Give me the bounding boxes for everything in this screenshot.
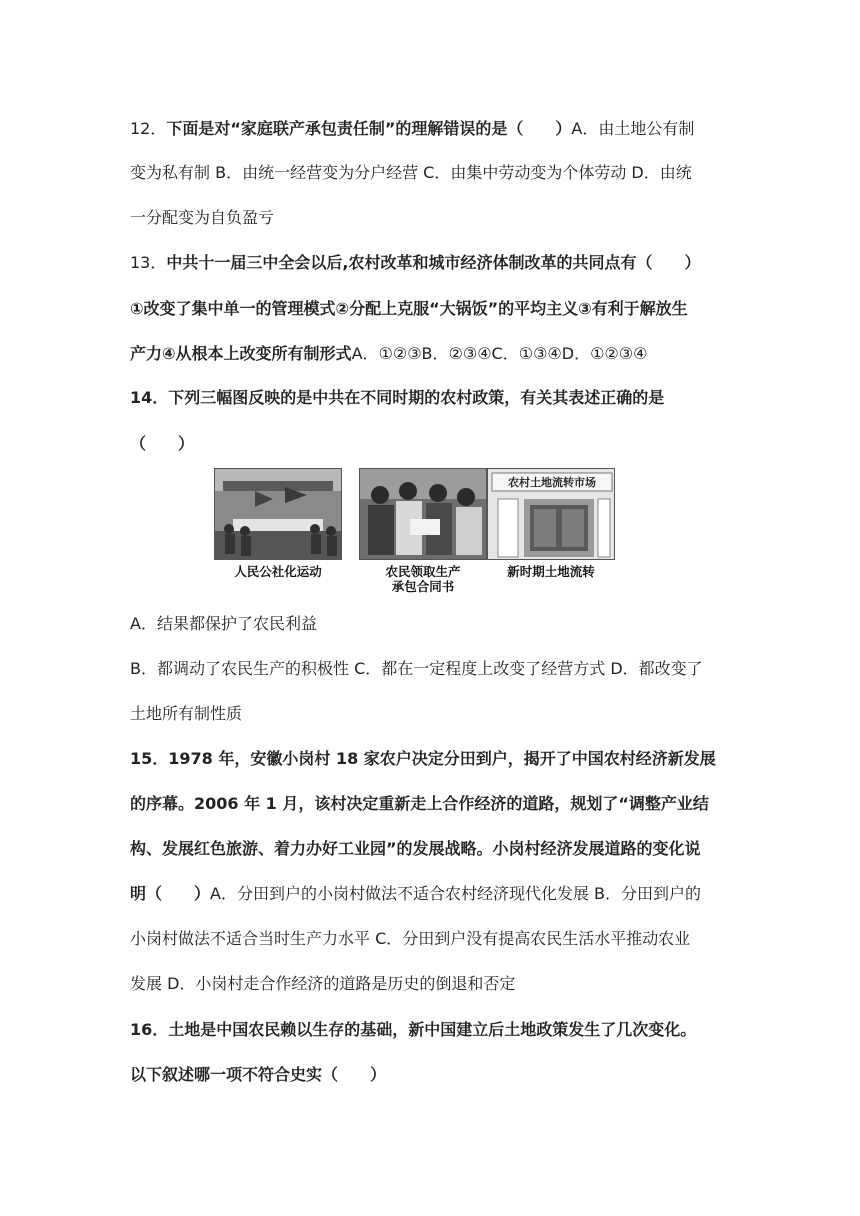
contract-caption: 农民领取生产 承包合同书 — [385, 564, 461, 594]
q15-line-3: 构、发展红色旅游、着力办好工业园”的发展战略。小岗村经济发展道路的变化说 — [130, 839, 701, 858]
land-transfer-sign-text: 农村土地流转市场 — [508, 476, 596, 489]
figure-land-transfer — [487, 468, 615, 579]
q15-line-1: 15．1978 年，安徽小岗村 18 家农户决定分田到户，揭开了中国农村经济新发展 — [130, 749, 716, 768]
commune-caption: 人民公社化运动 — [234, 564, 322, 579]
land-transfer-photo-art — [488, 469, 615, 560]
q15-line-2: 的序幕。2006 年 1 月，该村决定重新走上合作经济的道路，规划了“调整产业结 — [130, 794, 709, 813]
contract-photo — [359, 468, 487, 560]
commune-photo — [214, 468, 342, 560]
land-transfer-caption: 新时期土地流转 — [507, 564, 595, 579]
q15-stem-end: 明（ ） — [130, 884, 211, 903]
q13-number: 13． — [130, 253, 167, 272]
q12-line-2: 变为私有制 B．由统一经营变为分户经营 C．由集中劳动变为个体劳动 D．由统 — [130, 163, 692, 182]
land-transfer-photo — [487, 468, 615, 560]
q14-line-2: （ ） — [130, 434, 195, 453]
q13-line-2: ①改变了集中单一的管理模式②分配上克服“大锅饭”的平均主义③有利于解放生 — [130, 299, 688, 318]
q12-stem: 下面是对“家庭联产承包责任制”的理解错误的是（ ） — [166, 119, 572, 138]
q13-options: A．①②③B．②③④C．①③④D．①②③④ — [351, 344, 648, 363]
q13-line-1 — [130, 251, 730, 275]
q14-option-a: A．结果都保护了农民利益 — [130, 614, 317, 633]
q12-option-a: A．由土地公有制 — [571, 119, 695, 138]
q15-line-5: 小岗村做法不适合当时生产力水平 C．分田到户没有提高农民生活水平推动农业 — [130, 929, 691, 948]
q14-figure-row — [214, 468, 614, 598]
commune-photo-art — [215, 469, 342, 560]
q14-line-options-end: 土地所有制性质 — [130, 704, 243, 723]
q12-line-3: 一分配变为自负盈亏 — [130, 208, 275, 227]
q14-line-1: 14．下列三幅图反映的是中共在不同时期的农村政策，有关其表述正确的是 — [130, 388, 665, 407]
q15-options: A．分田到户的小岗村做法不适合农村经济现代化发展 B．分田到户的 — [210, 884, 702, 903]
q15-line-4 — [130, 882, 730, 906]
q12-line-1 — [130, 117, 730, 141]
q12-number: 12． — [130, 119, 167, 138]
q13-stem: 中共十一届三中全会以后,农村改革和城市经济体制改革的共同点有（ ） — [166, 253, 701, 272]
q13-line-3 — [130, 342, 730, 366]
contract-photo-art — [360, 469, 487, 560]
q13-stem-end: 产力④从根本上改变所有制形式 — [130, 344, 352, 363]
q16-line-1: 16．土地是中国农民赖以生存的基础，新中国建立后土地政策发生了几次变化。 — [130, 1020, 697, 1039]
q15-line-6: 发展 D．小岗村走合作经济的道路是历史的倒退和否定 — [130, 974, 516, 993]
figure-commune — [214, 468, 342, 579]
q16-line-2: 以下叙述哪一项不符合史实（ ） — [130, 1065, 387, 1084]
q14-line-options: B．都调动了农民生产的积极性 C．都在一定程度上改变了经营方式 D．都改变了 — [130, 659, 703, 678]
figure-contract — [359, 468, 487, 594]
